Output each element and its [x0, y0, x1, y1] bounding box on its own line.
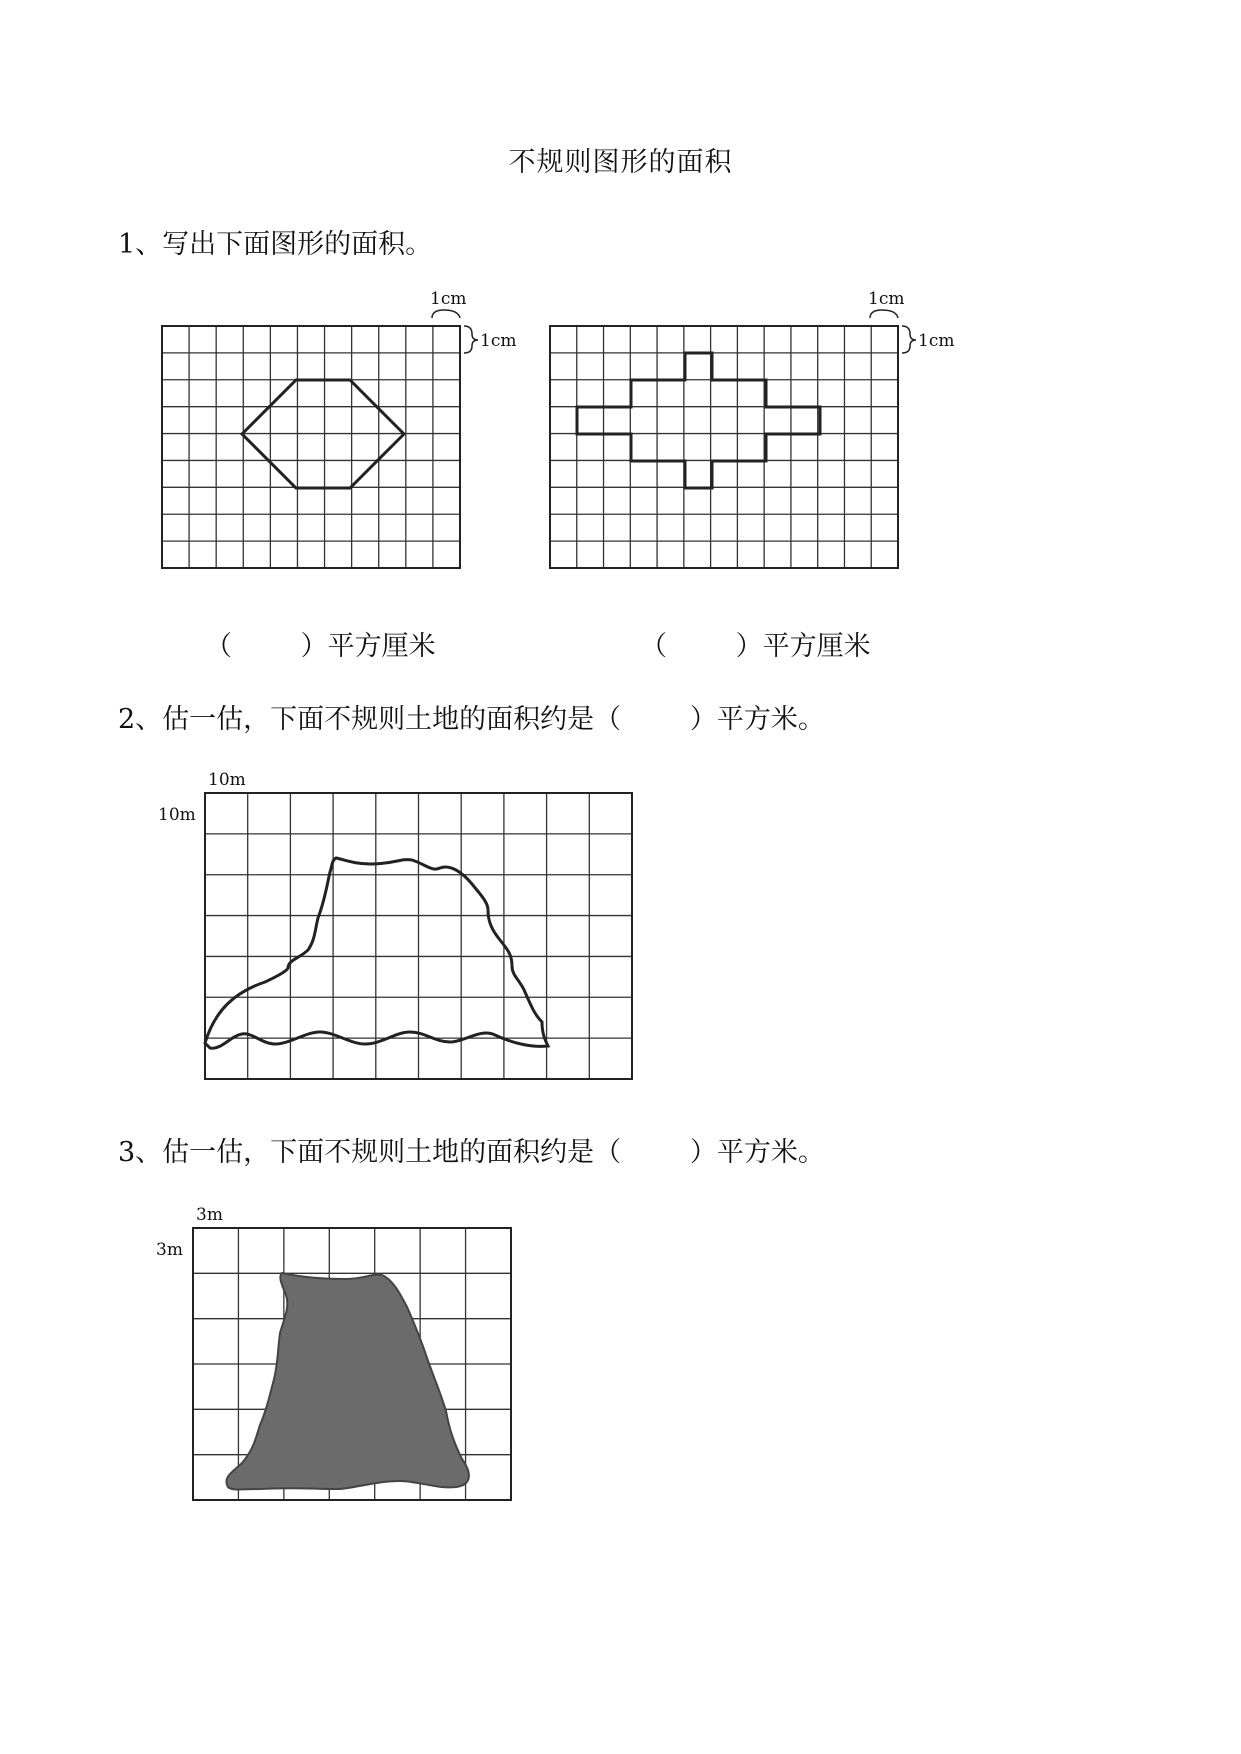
unit-label-cm-top: 1cm	[868, 289, 905, 309]
question-2-prompt: 2、估一估，下面不规则土地的面积约是（ ）平方米。	[118, 704, 825, 735]
question-1-prompt: 1、写出下面图形的面积。	[118, 229, 433, 260]
unit-label-10m-top: 10m	[208, 770, 246, 790]
answer-blank-left[interactable]: （ ）平方厘米	[205, 631, 436, 662]
unit-label-cm-side: 1cm	[480, 331, 517, 351]
answer-blank-right[interactable]: （ ）平方厘米	[640, 631, 871, 662]
grid-cross-figure	[548, 289, 955, 580]
unit-label-3m-side: 3m	[156, 1240, 183, 1260]
grid-land-filled-figure	[150, 1195, 530, 1515]
page-title: 不规则图形的面积	[508, 147, 733, 178]
irregular-land-outline	[205, 858, 548, 1048]
unit-label-3m-top: 3m	[196, 1205, 223, 1225]
unit-label-cm-side: 1cm	[918, 331, 955, 351]
question-3-prompt: 3、估一估，下面不规则土地的面积约是（ ）平方米。	[118, 1137, 825, 1168]
unit-label-10m-side: 10m	[158, 805, 196, 825]
grid-land-outline-figure	[150, 760, 640, 1090]
unit-label-cm-top: 1cm	[430, 289, 467, 309]
irregular-land-filled	[226, 1273, 469, 1490]
grid-hexagon-figure	[160, 290, 540, 580]
cross-shape	[577, 353, 820, 488]
